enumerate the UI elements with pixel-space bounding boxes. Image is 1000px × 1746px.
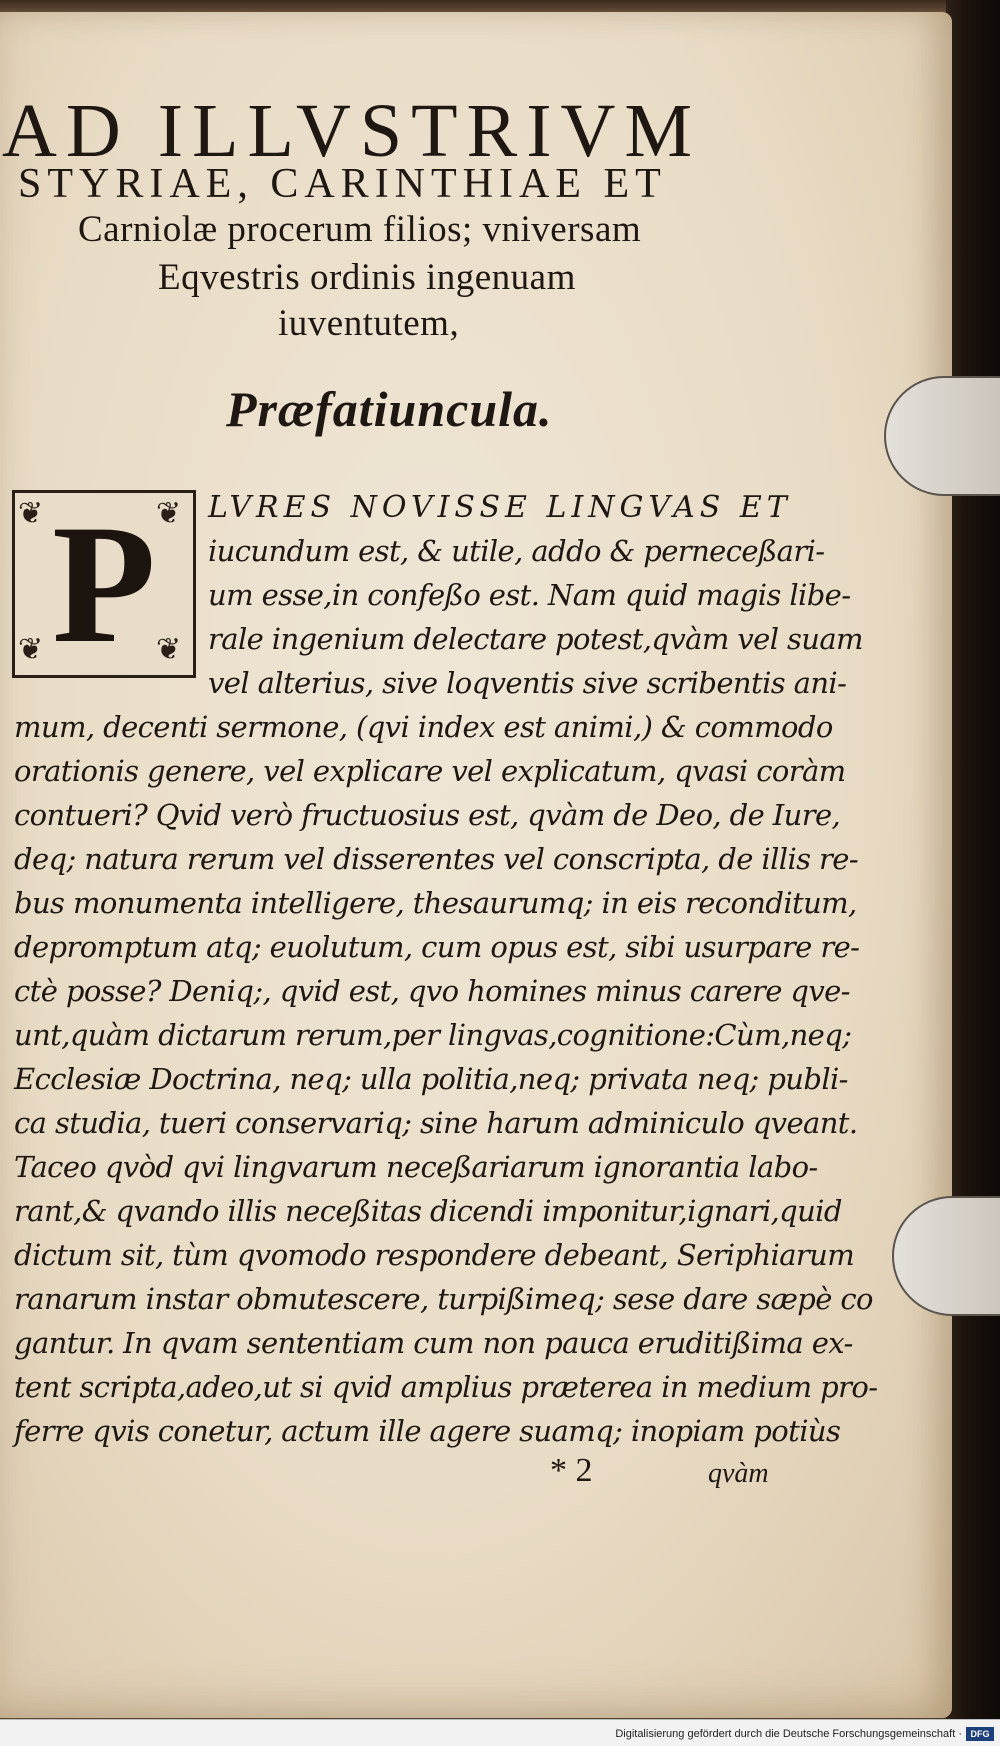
catchword: qvàm [708,1458,769,1489]
body-line: ca studia, tueri conservariq; sine harum adminiculo qveant. [14,1106,858,1140]
page-clip-upper [884,376,1000,496]
body-line: Taceo qvòd qvi lingvarum neceßariarum ignorantia labo- [14,1150,818,1184]
decorated-initial-letter: P [52,490,156,678]
body-line: dictum sit, tùm qvomodo respondere debeant, Seriphiarum [14,1238,855,1272]
body-line: contueri? Qvid verò fructuosius est, qvàm de Deo, de Iure, [14,798,841,832]
body-line: Ecclesiæ Doctrina, neq; ulla politia,neq; privata neq; publi- [14,1062,848,1096]
title-line-4: Eqvestris ordinis ingenuam [158,257,576,298]
book-binding-edge [946,0,1000,1746]
body-line: tent scripta,adeo,ut si qvid amplius præterea in medium pro- [14,1370,878,1404]
digitization-credit-bar [0,1719,1000,1746]
credit-text: Digitalisierung gefördert durch die Deutsche Forschungsgemeinschaft · [615,1728,962,1740]
body-line: LVRES NOVISSE LINGVAS ET [208,490,792,525]
title-line-2: STYRIAE, CARINTHIAE ET [18,161,667,207]
body-line: ferre qvis conetur, actum ille agere suamq; inopiam potiùs [14,1414,841,1448]
book-page [0,12,952,1718]
dfg-logo-icon: DFG [966,1727,994,1741]
page-clip-lower [892,1196,1000,1316]
body-line: mum, decenti sermone, (qvi index est animi,) & commodo [14,710,833,744]
title-line-3: Carniolæ procerum filios; vniversam [78,209,642,250]
title-line-5: iuventutem, [278,303,460,344]
body-line: unt,quàm dictarum rerum,per lingvas,cognitione:Cùm,neq; [14,1018,852,1052]
body-line: vel alterius, sive loqventis sive scribentis ani- [208,666,847,700]
ornament-icon: ❦ [18,497,44,530]
body-line: ctè posse? Deniq;, qvid est, qvo homines minus carere qve- [14,974,850,1008]
body-line: rale ingenium delectare potest,qvàm vel suam [208,622,863,656]
body-line: orationis genere, vel explicare vel explicatum, qvasi coràm [14,754,846,788]
title-line-1: AD ILLVSTRIVM [2,89,701,173]
signature-mark: * 2 [550,1452,593,1489]
ornament-icon: ❦ [156,497,182,530]
body-line: iucundum est, & utile, addo & perneceßari- [208,534,825,568]
body-line: depromptum atq; euolutum, cum opus est, sibi usurpare re- [14,930,860,964]
body-line: rant,& qvando illis neceßitas dicendi imponitur,ignari,quid [14,1194,842,1228]
ornament-icon: ❦ [156,633,182,666]
ornament-icon: ❦ [18,633,44,666]
body-line: ranarum instar obmutescere, turpißimeq; sese dare sæpè co [14,1282,873,1316]
body-line: deq; natura rerum vel disserentes vel conscripta, de illis re- [14,842,859,876]
body-line: um esse,in confeßo est. Nam quid magis libe- [208,578,851,612]
section-heading: Præfatiuncula. [226,381,553,437]
body-line: bus monumenta intelligere, thesaurumq; in eis reconditum, [14,886,857,920]
body-line: gantur. In qvam sententiam cum non pauca eruditißima ex- [14,1326,853,1360]
